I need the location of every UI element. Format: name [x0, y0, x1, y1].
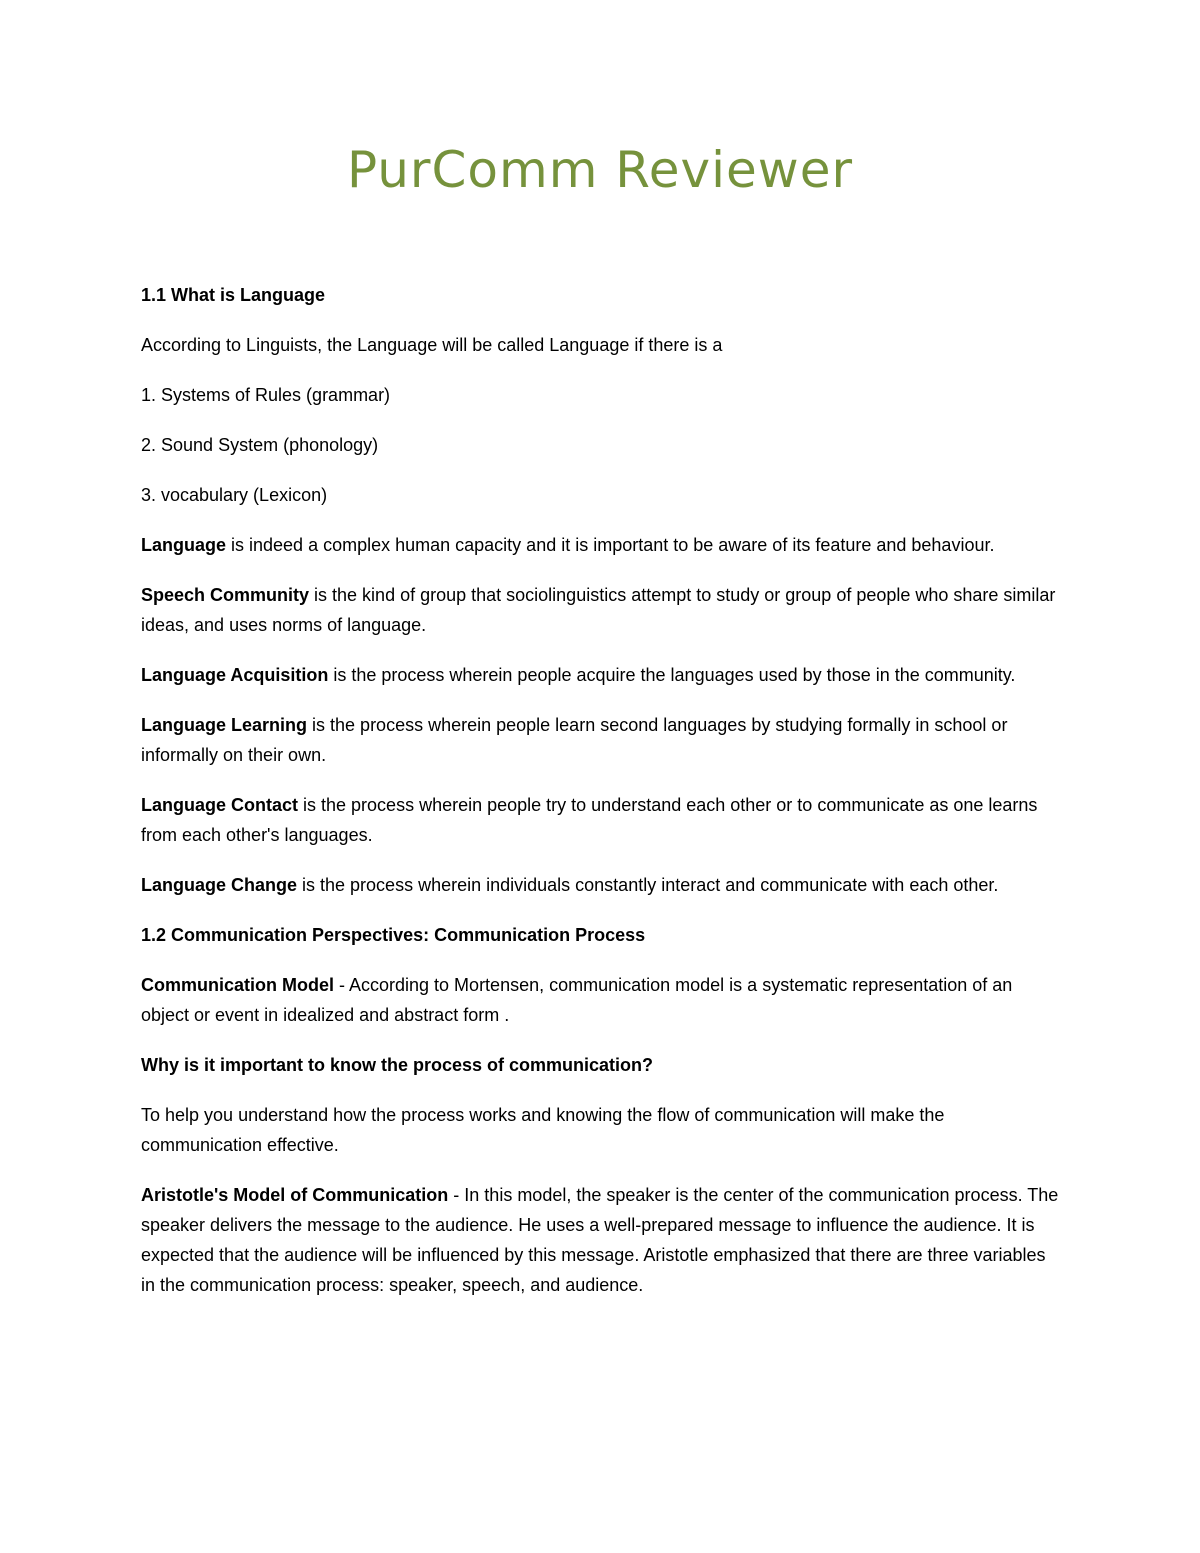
list-item-vocabulary: 3. vocabulary (Lexicon) — [141, 485, 328, 505]
def-language-acquisition: is the process wherein people acquire the languages used by those in the community. — [328, 665, 1016, 685]
def-language-contact: is the process wherein people try to understand each other or to communicate as one learns from each other's languages. — [141, 795, 1038, 845]
term-aristotle-model: Aristotle's Model of Communication — [141, 1185, 449, 1205]
term-language-change: Language Change — [141, 875, 298, 895]
section-heading-1-1: 1.1 What is Language — [141, 285, 326, 305]
def-language-change: is the process wherein individuals constantly interact and communicate with each other. — [297, 875, 999, 895]
def-aristotle-model: - In this model, the speaker is the center of the communication process. The speaker delivers the message to the audience. He uses a well-prepared message to influence the audience. It is expected that the audience will be influenced by this message. Aristotle emphasized that there are three variables in the communication process: speaker, speech, and audience. — [141, 1185, 1059, 1295]
term-language-contact: Language Contact — [141, 795, 299, 815]
term-language-acquisition: Language Acquisition — [141, 665, 329, 685]
section-heading-1-2: 1.2 Communication Perspectives: Communication Process — [141, 925, 646, 945]
document-body — [141, 280, 1061, 1320]
term-communication-model: Communication Model — [141, 975, 334, 995]
definition-language-acquisition — [141, 660, 1061, 690]
list-item-sound: 2. Sound System (phonology) — [141, 435, 379, 455]
definition-aristotle-model — [141, 1180, 1061, 1300]
question-heading: Why is it important to know the process of communication? — [141, 1055, 654, 1075]
document-title: PurComm Reviewer — [346, 141, 854, 199]
definition-language-learning — [141, 710, 1061, 770]
answer-paragraph: To help you understand how the process works and knowing the flow of communication will make the communication effective. — [141, 1105, 945, 1155]
def-communication-model: - According to Mortensen, communication model is a systematic representation of an object or event in idealized and abstract form . — [141, 975, 1013, 1025]
definition-language-contact — [141, 790, 1061, 850]
term-language-learning: Language Learning — [141, 715, 308, 735]
definition-speech-community — [141, 580, 1061, 640]
definition-language-change — [141, 870, 1061, 900]
term-language: Language — [141, 535, 227, 555]
def-language: is indeed a complex human capacity and it is important to be aware of its feature and behaviour. — [226, 535, 995, 555]
definition-communication-model — [141, 970, 1061, 1030]
term-speech-community: Speech Community — [141, 585, 310, 605]
def-speech-community: is the kind of group that sociolinguistics attempt to study or group of people who share similar ideas, and uses norms of language. — [141, 585, 1056, 635]
definition-language — [141, 530, 1061, 560]
intro-paragraph: According to Linguists, the Language will be called Language if there is a — [141, 335, 723, 355]
list-item-rules: 1. Systems of Rules (grammar) — [141, 385, 391, 405]
def-language-learning: is the process wherein people learn second languages by studying formally in school or informally on their own. — [141, 715, 1008, 765]
